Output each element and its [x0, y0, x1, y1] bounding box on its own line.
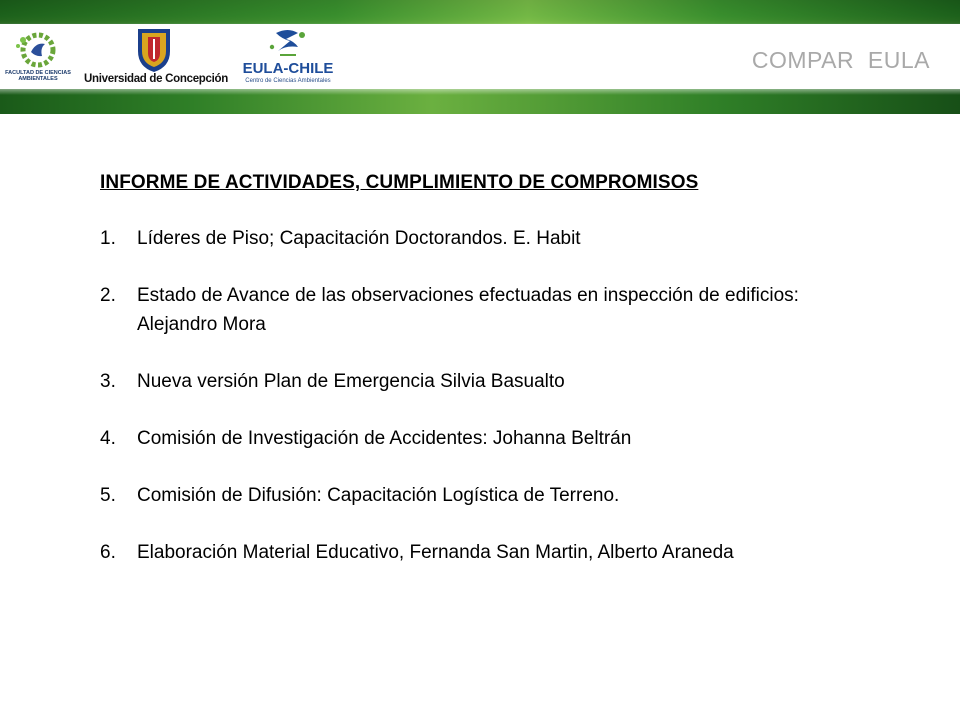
list-item [100, 481, 860, 510]
list-item [100, 424, 860, 453]
list-item-number: 6. [100, 542, 116, 563]
list-item-text: Nueva versión Plan de Emergencia Silvia Basualto [137, 371, 565, 392]
list-item [100, 538, 860, 567]
header-bottom-gradient [0, 89, 960, 114]
list-item-number: 5. [100, 485, 116, 506]
list-item-text: Elaboración Material Educativo, Fernanda San Martin, Alberto Araneda [137, 542, 734, 563]
list-item-text: Estado de Avance de las observaciones efectuadas en inspección de edificios: Alejandro Mora [137, 285, 799, 335]
header-top-gradient [0, 0, 960, 24]
activities-list [100, 224, 860, 567]
list-item-number: 4. [100, 428, 116, 449]
list-item-text: Líderes de Piso; Capacitación Doctorandos. E. Habit [137, 228, 581, 249]
eula-logo [236, 27, 340, 89]
eula-subtitle: Centro de Ciencias Ambientales [245, 78, 331, 84]
list-item [100, 224, 860, 253]
eula-emblem-icon [236, 27, 340, 61]
slide-heading: INFORME DE ACTIVIDADES, CUMPLIMIENTO DE COMPROMISOS [100, 172, 699, 193]
list-item-number: 3. [100, 371, 116, 392]
list-item [100, 367, 860, 396]
university-name: Universidad de Concepción [84, 73, 228, 85]
list-item-text: Comisión de Investigación de Accidentes: Johanna Beltrán [137, 428, 632, 449]
eula-name: EULA-CHILE [242, 60, 334, 77]
faculty-gear-icon [4, 30, 72, 70]
slide-header-banner [0, 0, 960, 114]
university-logo [84, 27, 228, 89]
slide-body [100, 172, 860, 595]
list-item-text: Comisión de Difusión: Capacitación Logística de Terreno. [137, 485, 620, 506]
university-shield-icon [84, 27, 224, 73]
corner-title: COMPAR EULA [751, 47, 930, 73]
faculty-logo [4, 30, 72, 88]
list-item-number: 1. [100, 228, 116, 249]
list-item [100, 281, 860, 339]
faculty-logo-caption: FACULTAD DE CIENCIAS AMBIENTALES [5, 70, 71, 82]
list-item-number: 2. [100, 285, 116, 306]
